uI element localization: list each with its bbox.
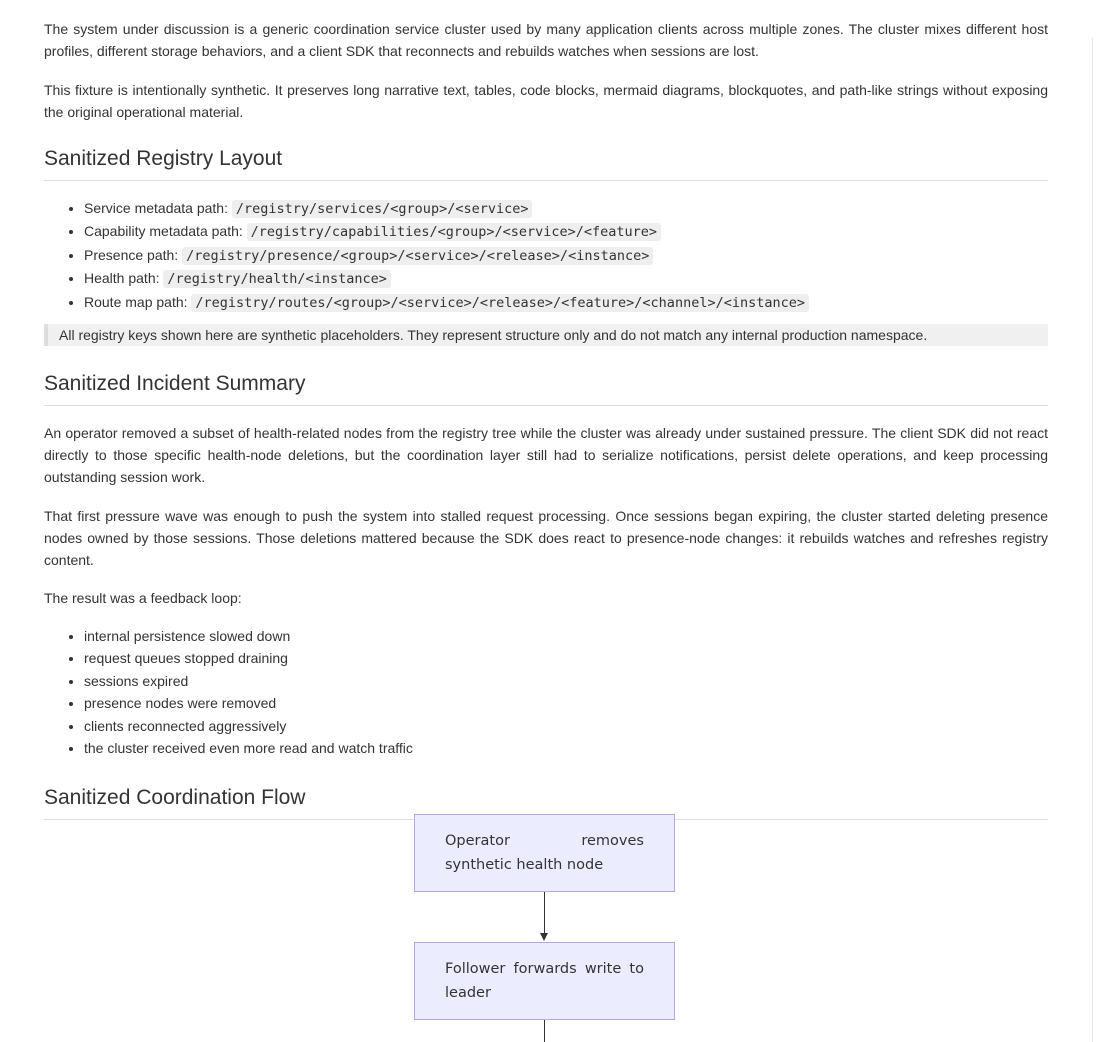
item-label: Health path: — [84, 270, 160, 287]
list-item: • internal persistence slowed down — [84, 625, 1048, 647]
scrollbar[interactable] — [1092, 38, 1093, 1042]
path-code: /registry/health/<instance> — [163, 270, 390, 288]
list-item: • request queues stopped draining — [84, 647, 1048, 669]
list-item — [84, 244, 1048, 267]
arrow-down-icon — [540, 933, 548, 941]
item-label: Capability metadata path: — [84, 223, 243, 240]
path-code: /registry/services/<group>/<service> — [232, 200, 533, 218]
incident-heading: Sanitized Incident Summary — [44, 371, 1048, 406]
flow-node-follower: Follower forwards write to leader — [414, 942, 675, 1020]
intro-paragraph: This fixture is intentionally synthetic. It preserves long narrative text, tables, code blocks, mermaid diagrams, blockquotes, and path-like strings without exposing the original operational material. — [44, 82, 1048, 120]
incident-paragraph: An operator removed a subset of health-related nodes from the registry tree while the cluster was already under sustained pressure. The client SDK did not react directly to those specific health-node deletions, but the coordination layer still had to serialize notifications, persist delete operations, and keep processing outstanding session work. — [44, 425, 1048, 486]
list-item — [84, 291, 1048, 314]
list-item: • sessions expired — [84, 670, 1048, 692]
list-item — [84, 197, 1048, 220]
feedback-loop-list — [44, 625, 1048, 759]
flow-heading: Sanitized Coordination Flow — [44, 785, 1048, 820]
registry-heading: Sanitized Registry Layout — [44, 146, 1048, 181]
item-label: Route map path: — [84, 293, 188, 310]
flow-edge — [544, 892, 545, 934]
path-code: /registry/capabilities/<group>/<service>/<feature> — [247, 223, 661, 241]
list-item: • the cluster received even more read and watch traffic — [84, 737, 1048, 759]
item-label: Service metadata path: — [84, 200, 228, 216]
registry-note-blockquote: All registry keys shown here are synthetic placeholders. They represent structure only and do not match any internal production namespace. — [44, 324, 1048, 346]
document-content — [44, 0, 1048, 820]
intro-paragraph: The system under discussion is a generic coordination service cluster used by many application clients across multiple zones. The cluster mixes different host profiles, different storage behaviors, and a client SDK that reconnects and rebuilds watches when sessions are lost. — [44, 21, 1048, 59]
item-label: Presence path: — [84, 246, 179, 263]
list-item: • presence nodes were removed — [84, 692, 1048, 714]
list-item — [84, 267, 1048, 290]
registry-path-list — [44, 197, 1048, 314]
flow-node-operator: Operator removes synthetic health node — [414, 814, 675, 892]
path-code: /registry/presence/<group>/<service>/<release>/<instance> — [182, 247, 653, 265]
flow-edge — [544, 1020, 545, 1042]
list-item — [84, 220, 1048, 243]
list-item: • clients reconnected aggressively — [84, 715, 1048, 737]
path-code: /registry/routes/<group>/<service>/<release>/<feature>/<channel>/<instance> — [191, 294, 809, 312]
incident-paragraph: The result was a feedback loop: — [44, 590, 242, 607]
incident-paragraph: That first pressure wave was enough to push the system into stalled request processing. Once sessions began expiring, the cluster started deleting presence nodes owned by those sessions. Those deletions mattered because the SDK does react to presence-node changes: it rebuilds watches and refreshes registry content. — [44, 508, 1048, 569]
